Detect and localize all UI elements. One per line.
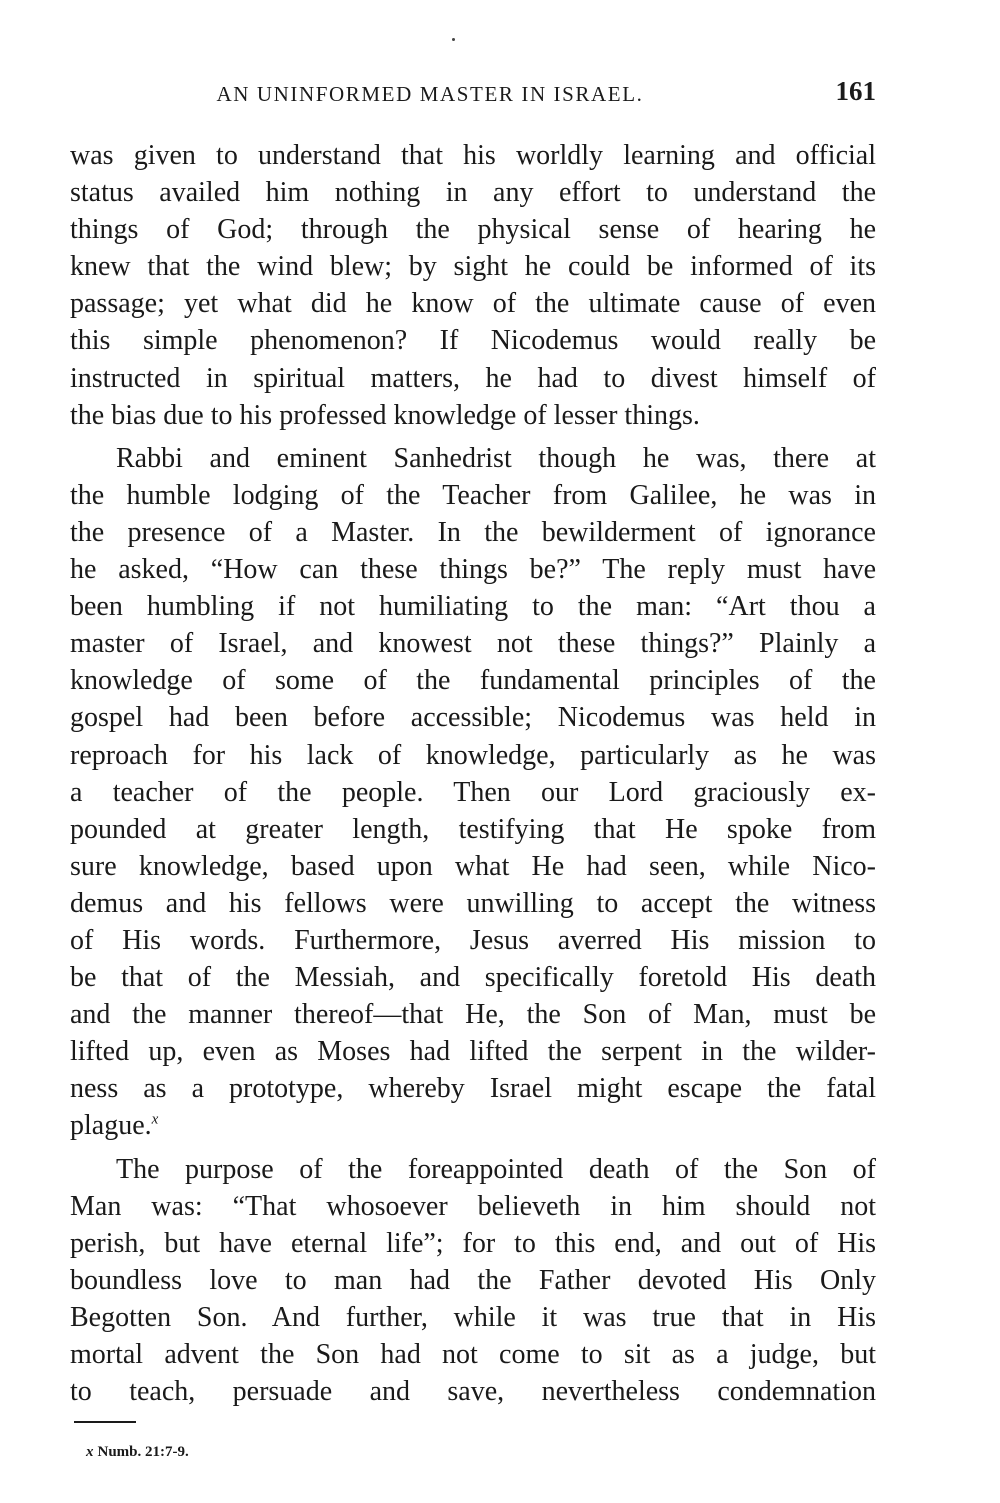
text-line: Begotten Son. And further, while it was true that in His	[70, 1301, 876, 1333]
text-line: knew that the wind blew; by sight he could be informed of its	[70, 251, 876, 283]
text-line-with-ref	[70, 1107, 876, 1144]
footnote-text: Numb. 21:7-9.	[97, 1444, 189, 1460]
paragraph-1	[70, 137, 876, 434]
text-line: he asked, “How can these things be?” The reply must have	[70, 554, 876, 586]
text-line: the humble lodging of the Teacher from Galilee, he was in	[70, 479, 876, 511]
footnote-rule	[74, 1421, 136, 1423]
running-title: AN UNINFORMED MASTER IN ISRAEL.	[216, 82, 644, 106]
text-line: been humbling if not humiliating to the man: “Art thou a	[70, 591, 876, 623]
text-line: sure knowledge, based upon what He had seen, while Nico-	[70, 850, 876, 882]
text-line: master of Israel, and knowest not these things?” Plainly a	[70, 628, 876, 660]
text-line: was given to understand that his worldly learning and official	[70, 140, 876, 171]
paragraph-2	[70, 440, 876, 1145]
text-line: of His words. Furthermore, Jesus averred His mission to	[70, 924, 876, 956]
text-line: boundless love to man had the Father devoted His Only	[70, 1264, 876, 1296]
text-line: Rabbi and eminent Sanhedrist though he was, there at	[116, 442, 876, 474]
footnote-ref-mark: x	[151, 1112, 159, 1129]
page-number: 161	[835, 76, 876, 106]
text-line: knowledge of some of the fundamental principles of the	[70, 665, 876, 697]
text-line: plague.	[70, 1110, 152, 1142]
footnote-mark: x	[86, 1444, 94, 1460]
paragraph-3	[70, 1151, 876, 1411]
text-line: instructed in spiritual matters, he had to divest himself of	[70, 362, 876, 394]
footnote	[86, 1444, 189, 1461]
scan-speck	[452, 38, 455, 41]
text-line: this simple phenomenon? If Nicodemus would really be	[70, 325, 876, 357]
text-line: The purpose of the foreappointed death of the Son of	[116, 1153, 876, 1185]
text-line: lifted up, even as Moses had lifted the serpent in the wilder-	[70, 1036, 876, 1068]
text-line: demus and his fellows were unwilling to accept the witness	[70, 887, 876, 919]
text-line: gospel had been before accessible; Nicodemus was held in	[70, 702, 876, 734]
running-head	[70, 76, 876, 112]
text-line: reproach for his lack of knowledge, particularly as he was	[70, 739, 876, 771]
text-line: be that of the Messiah, and specifically foretold His death	[70, 962, 876, 994]
text-line: things of God; through the physical sense of hearing he	[70, 214, 876, 246]
text-line: the bias due to his professed knowledge of lesser things.	[70, 399, 700, 431]
text-line: a teacher of the people. Then our Lord graciously ex-	[70, 776, 876, 808]
text-line: to teach, persuade and save, nevertheless condemnation	[70, 1376, 876, 1408]
text-line: mortal advent the Son had not come to sit as a judge, but	[70, 1339, 876, 1370]
text-line: perish, but have eternal life”; for to this end, and out of His	[70, 1227, 876, 1259]
text-line: ness as a prototype, whereby Israel might escape the fatal	[70, 1073, 876, 1105]
text-line: pounded at greater length, testifying that He spoke from	[70, 813, 876, 845]
text-line: status availed him nothing in any effort to understand the	[70, 177, 876, 209]
text-line: the presence of a Master. In the bewilderment of ignorance	[70, 516, 876, 548]
text-line: passage; yet what did he know of the ultimate cause of even	[70, 288, 876, 320]
text-line: Man was: “That whosoever believeth in him should not	[70, 1190, 876, 1222]
body-text	[70, 137, 876, 1410]
text-line: and the manner thereof—that He, the Son of Man, must be	[70, 999, 876, 1031]
